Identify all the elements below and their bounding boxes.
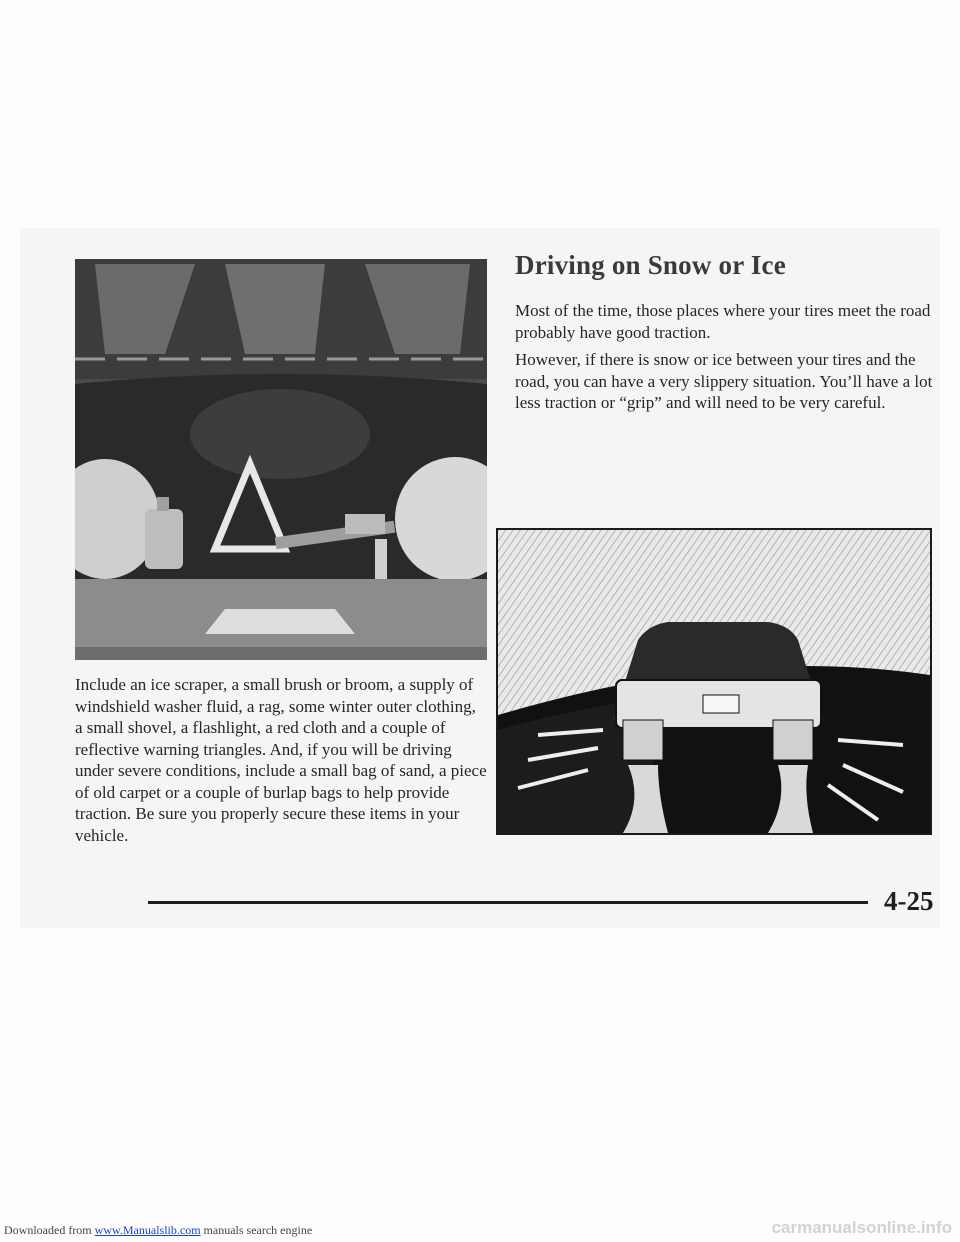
manualslib-link[interactable]: www.Manualslib.com — [94, 1223, 201, 1237]
section-heading: Driving on Snow or Ice — [515, 250, 786, 280]
page-number: 4-25 — [884, 886, 934, 916]
emergency-kit-caption: Include an ice scraper, a small brush or broom, a supply of windshield washer fluid, a rag, some winter outer clothing, a small shovel, a flashlight, a red cloth and a couple of reflective warning triangles. And, if you will be driving under severe conditions, include a small bag of sand, a piece of old carpet or a couple of burlap bags to help provide traction. Be sure you properly secure these items in your vehicle. — [75, 675, 487, 845]
footer-rule — [148, 901, 868, 904]
trunk-emergency-kit-photo — [75, 259, 487, 660]
watermark: carmanualsonline.info — [771, 1218, 952, 1237]
paragraph-traction: Most of the time, those places where your tires meet the road probably have good traction. — [515, 301, 931, 342]
car-on-snowy-road-illustration — [496, 528, 932, 835]
footer-prefix: Downloaded from — [4, 1223, 92, 1237]
download-footer — [4, 1223, 312, 1238]
footer-suffix: manuals search engine — [203, 1223, 313, 1237]
paragraph-slippery: However, if there is snow or ice between your tires and the road, you can have a very slippery situation. You’ll have a lot less traction or “grip” and will need to be very careful. — [515, 350, 933, 412]
